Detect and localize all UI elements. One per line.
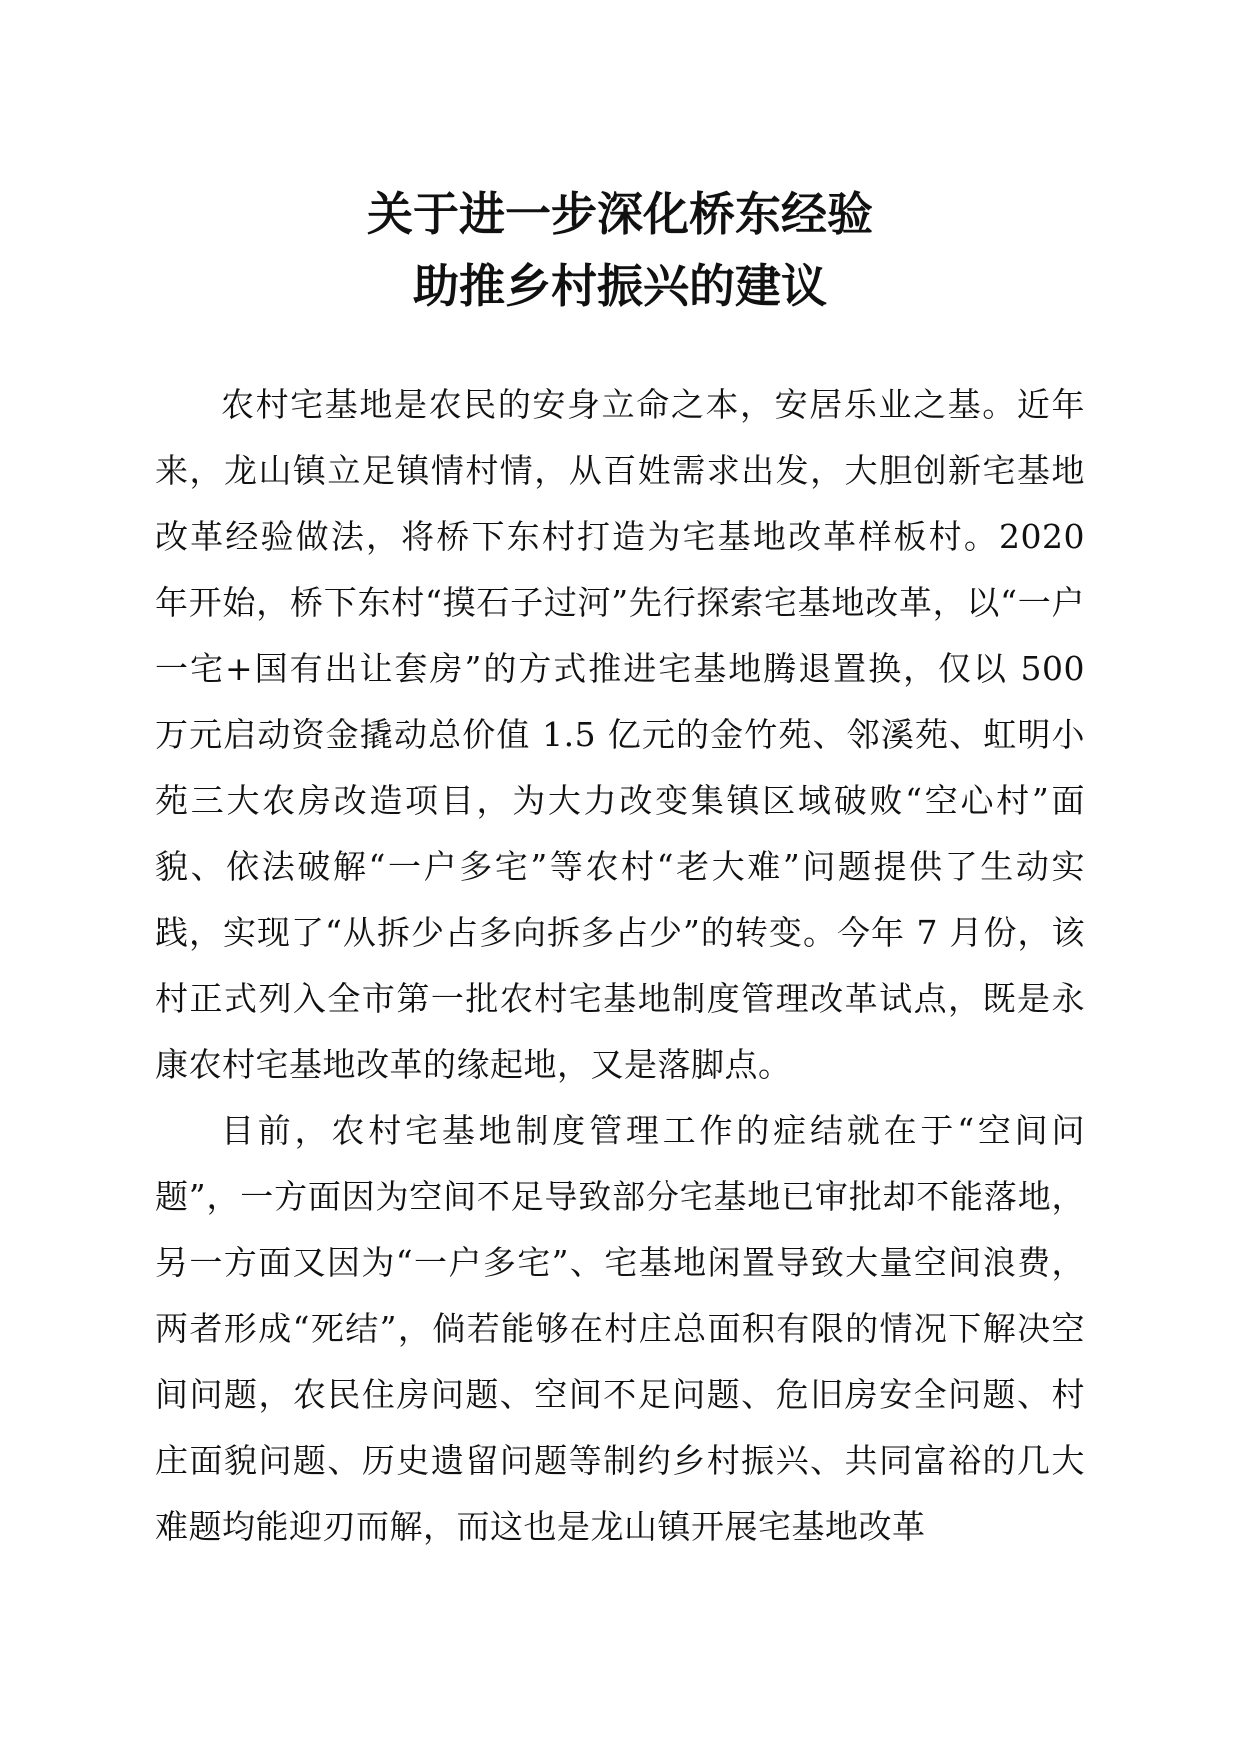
paragraph-1: 农村宅基地是农民的安身立命之本，安居乐业之基。近年来，龙山镇立足镇情村情，从百姓需求出发，大胆创新宅基地改革经验做法，将桥下东村打造为宅基地改革样板村。2020 年开始，桥下东村“摸石子过河”先行探索宅基地改革，以“一户一宅+国有出让套房”的方式推进宅基地腾退置换，仅以 500 万元启动资金撬动总价值 1.5 亿元的金竹苑、邻溪苑、虹明小苑三大农房改造项目，为大力改变集镇区域破败“空心村”面貌、依法破解“一户多宅”等农村“老大难”问题提供了生动实践，实现了“从拆少占多向拆多占少”的转变。今年 7 月份，该村正式列入全市第一批农村宅基地制度管理改革试点，既是永康农村宅基地改革的缘起地，又是落脚点。 bbox=[155, 385, 1085, 1084]
title-line-1: 关于进一步深化桥东经验 bbox=[367, 187, 873, 241]
paragraph-2: 目前，农村宅基地制度管理工作的症结就在于“空间问题”，一方面因为空间不足导致部分宅基地已审批却不能落地，另一方面又因为“一户多宅”、宅基地闲置导致大量空间浪费，两者形成“死结”，倘若能够在村庄总面积有限的情况下解决空间问题，农民住房问题、空间不足问题、危旧房安全问题、村庄面貌问题、历史遗留问题等制约乡村振兴、共同富裕的几大难题均能迎刃而解，而这也是龙山镇开展宅基地改革 bbox=[155, 1111, 1085, 1546]
document-body bbox=[155, 372, 1085, 1560]
document-title bbox=[0, 178, 1240, 322]
title-line-2: 助推乡村振兴的建议 bbox=[413, 259, 827, 313]
